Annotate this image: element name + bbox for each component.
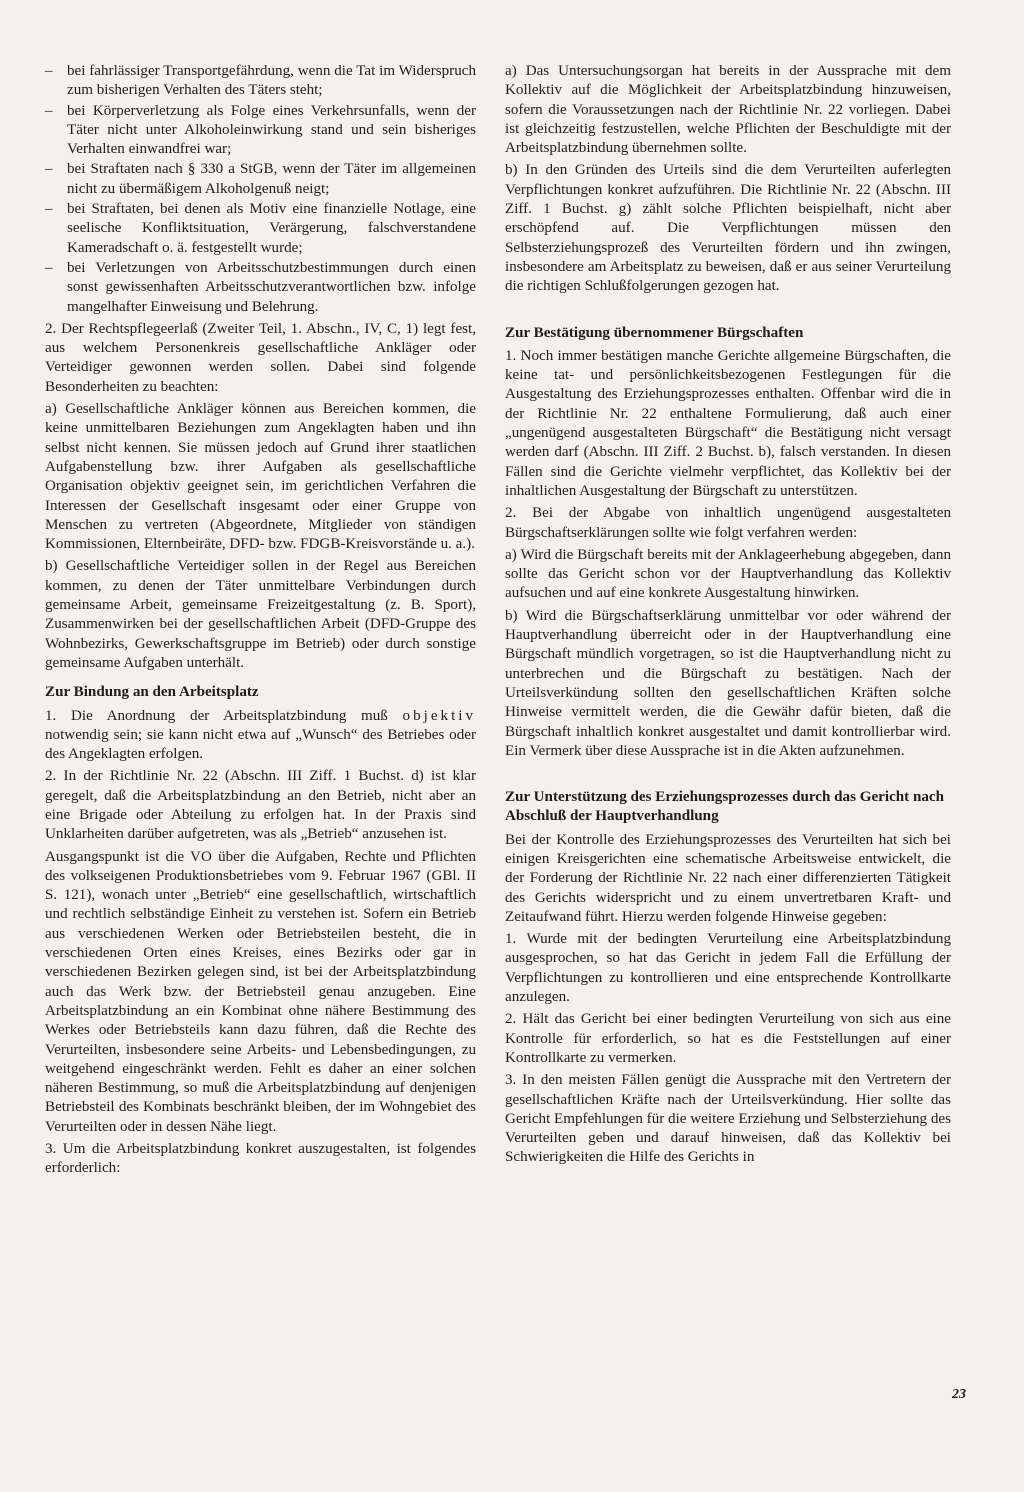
paragraph — [45, 707, 476, 765]
paragraph: Bei der Kontrolle des Erziehungsprozesses des Verurteilten hat sich bei einigen Kreisgerichten eine schematische Arbeitsweise entwickelt, die der Forderung der Richtlinie Nr. 22 nach einer differenzierten Tätigkeit des Gerichts widerspricht und zu einem unvertretbaren Kraft- und Zeitaufwand führt. Hierzu werden folgende Hinweise gegeben: — [505, 831, 951, 925]
section-heading: Zur Bindung an den Arbeitsplatz — [45, 684, 259, 701]
paragraph: a) Wird die Bürgschaft bereits mit der Anklageerhebung abgegeben, dann sollte das Gericht schon vor der Hauptverhandlung das Kollektiv aufsuchen und auf eine konkrete Ausgestaltung hinwirken. — [505, 546, 951, 602]
section-heading: Zur Bestätigung übernommener Bürgschaften — [505, 324, 804, 341]
paragraph: 3. In den meisten Fällen genügt die Aussprache mit den Vertretern der gesellschaftlichen Kräfte nach der Urteilsverkündung. Hier sollte das Gericht Empfehlungen für die weitere Erziehung und Selbsterziehung des Verurteilten geben und darauf hinweisen, daß das Kollektiv bei Schwierigkeiten die Hilfe des Gerichts in — [505, 1072, 951, 1166]
list-item: – bei Straftaten, bei denen als Motiv eine finanzielle Notlage, eine seelische Konfliktsituation, Verärgerung, falschverstandene Kameradschaft o. ä. festgestellt wurde; — [45, 200, 476, 258]
text-run: notwendig sein; sie kann nicht etwa auf „Wunsch“ des Betriebes oder des Angeklagten erfolgen. — [45, 726, 476, 763]
list-item: – bei Verletzungen von Arbeitsschutzbestimmungen durch einen sonst gewissenhaften Arbeitsschutzverantwortlichen bzw. infolge mangelhafter Einweisung und Belehrung. — [45, 259, 476, 317]
emphasized-word: objektiv — [402, 707, 476, 724]
paragraph: a) Gesellschaftliche Ankläger können aus Bereichen kommen, die keine unmittelbaren Beziehungen zum Angeklagten haben und ihn selbst nicht kennen. Sie müssen jedoch auf Grund ihrer staatlichen Aufgabenstellung bzw. ihrer Aufgaben als gesellschaftliche Organisation objektiv geeignet sein, im gerichtlichen Verfahren die Interessen der Gesellschaft insgesamt oder einer Gruppe von Menschen zu vertreten (Abgeordnete, Mitglieder von ständigen Kommissionen, Elternbeiräte, DFD- bzw. FDGB-Kreisvorstände u. a.). — [45, 401, 476, 553]
paragraph: 2. Hält das Gericht bei einer bedingten Verurteilung von sich aus eine Kontrolle für erforderlich, so hat es die Feststellungen auf einer Kontrollkarte zu vermerken. — [505, 1011, 951, 1066]
paragraph: a) Das Untersuchungsorgan hat bereits in der Aussprache mit dem Kollektiv auf die Möglichkeit der Arbeitsplatzbindung hinzuweisen, sofern die Voraussetzungen nach der Richtlinie Nr. 22 vorliegen. Dabei ist gleichzeitig festzustellen, welche Pflichten der Beschuldigte mit der Arbeitsplatzbindung übernehmen sollte. — [505, 63, 951, 157]
paragraph: b) In den Gründen des Urteils sind die dem Verurteilten auferlegten Verpflichtungen konkret aufzuführen. Die Richtlinie Nr. 22 (Abschn. III Ziff. 1 Buchst. g) zählt solche Pflichten beispielhaft, nicht aber erschöpfend auf. Die Verpflichtungen müssen den Selbsterziehungsprozeß des Verurteilten fördern und ihn zwingen, insbesondere am Arbeitsplatz zu beweisen, daß er aus seiner Verurteilung die richtigen Schlußfolgerungen gezogen hat. — [505, 162, 951, 295]
list-item: – bei fahrlässiger Transportgefährdung, wenn die Tat im Widerspruch zum bisherigen Verhalten des Täters steht; — [45, 62, 476, 101]
paragraph: 2. Bei der Abgabe von inhaltlich ungenügend ausgestalteten Bürgschaftserklärungen sollte wie folgt verfahren werden: — [505, 505, 951, 541]
paragraph: Ausgangspunkt ist die VO über die Aufgaben, Rechte und Pflichten des volkseigenen Produktionsbetriebes vom 9. Februar 1967 (GBl. II S. 121), wonach unter „Betrieb“ eine gesellschaftlich, wirtschaftlich und rechtlich selbständige Einheit zu verstehen ist. Sofern ein Betrieb aus verschiedenen Werken oder Betriebsteilen besteht, die in verschiedenen Orten eines Kreises, eines Bezirks oder gar in verschiedenen Bezirken gelegen sind, ist bei der Arbeitsplatzbindung auch das Werk bzw. der Betriebsteil genau anzugeben. Eine Arbeitsplatzbindung an ein Kombinat ohne nähere Bestimmung des Werkes oder Betriebsteils kann dazu führen, daß die Rechte des Verurteilten, insbesondere seine Arbeits- und Lebensbedingungen, zu weitgehend eingeschränkt werden. Fehlt es daher an einer solchen näheren Bestimmung, so muß die Arbeitsplatzbindung auf denjenigen Betriebsteil des Kombinats beschränkt bleiben, der im Wohngebiet des Verurteilten oder in dessen Nähe liegt. — [45, 848, 476, 1135]
paragraph: 1. Noch immer bestätigen manche Gerichte allgemeine Bürgschaften, die keine tat- und persönlichkeitsbezogenen Festlegungen für die Ausgestaltung des Erziehungsprozesses enthalten. Offenbar wird die in der Richtlinie Nr. 22 enthaltene Formulierung, daß auch einer „ungenügend ausgestalteten Bürgschaft“ die Bestätigung nicht versagt werden darf (Abschn. III Ziff. 2 Buchst. b), falsch verstanden. In diesen Fällen sind die Gerichte vielmehr verpflichtet, das Kollektiv bei der inhaltlichen Ausgestaltung der Bürgschaft zu unterstützen. — [505, 347, 951, 499]
paragraph: 3. Um die Arbeitsplatzbindung konkret auszugestalten, ist folgendes erforderlich: — [45, 1141, 476, 1177]
paragraph: 2. Der Rechtspflegeerlaß (Zweiter Teil, 1. Abschn., IV, C, 1) legt fest, aus welchem Personenkreis gesellschaftliche Ankläger oder Verteidiger gewonnen werden sollen. Dabei sind folgende Besonderheiten zu beachten: — [45, 320, 476, 395]
list-item: – bei Körperverletzung als Folge eines Verkehrsunfalls, wenn der Täter nicht unter Alkoholeinwirkung stand und sein bisheriges Verhalten einwandfrei war; — [45, 102, 476, 160]
left-column — [45, 62, 476, 1182]
right-column — [505, 62, 951, 1171]
dash-list — [45, 62, 476, 317]
list-item: – bei Straftaten nach § 330 a StGB, wenn der Täter im allgemeinen nicht zu übermäßigem Alkoholgenuß neigt; — [45, 160, 476, 199]
paragraph: 1. Wurde mit der bedingten Verurteilung eine Arbeitsplatzbindung ausgesprochen, so hat das Gericht in jedem Fall die Erfüllung der Verpflichtungen zu kontrollieren und eine entsprechende Kontrollkarte anzulegen. — [505, 931, 951, 1006]
paragraph: b) Wird die Bürgschaftserklärung unmittelbar vor oder während der Hauptverhandlung überreicht oder in der Hauptverhandlung eine Bürgschaft mündlich vorgetragen, so ist die Hauptverhandlung nicht zu unterbrechen und die Bürgschaft zu bestätigen. Nach der Urteilsverkündung sollten den gesellschaftlichen Kräften solche Hinweise vermittelt werden, die die Gewähr dafür bieten, daß die Bürgschaft inhaltlich konkret ausgestaltet und damit kontrollierbar wird. Ein Vermerk über diese Aussprache ist in die Akten aufzunehmen. — [505, 607, 951, 759]
text-run: 1. Die Anordnung der Arbeitsplatzbindung muß — [45, 707, 403, 724]
section-heading: Zur Unterstützung des Erziehungsprozesses durch das Gericht nach Abschluß der Hauptverhandlung — [505, 789, 945, 825]
paragraph: 2. In der Richtlinie Nr. 22 (Abschn. III Ziff. 1 Buchst. d) ist klar geregelt, daß die Arbeitsplatzbindung an den Betrieb, nicht aber an eine Brigade oder Abteilung zu erfolgen hat. In der Praxis sind Unklarheiten darüber aufgetreten, was als „Betrieb“ anzusehen ist. — [45, 768, 476, 843]
page-number: 23 — [952, 1387, 966, 1402]
paragraph: b) Gesellschaftliche Verteidiger sollen in der Regel aus Bereichen kommen, zu denen der Täter unmittelbare Verbindungen durch gemeinsame Arbeit, gemeinsame Freizeitgestaltung (z. B. Sport), Zusammenwirken bei der gesellschaftlichen Arbeit (DFD-Gruppe des Wohnbezirks, Gewerkschaftsgruppe im Betrieb) oder durch sonstige gemeinsame Aufgaben unterhält. — [45, 558, 476, 671]
